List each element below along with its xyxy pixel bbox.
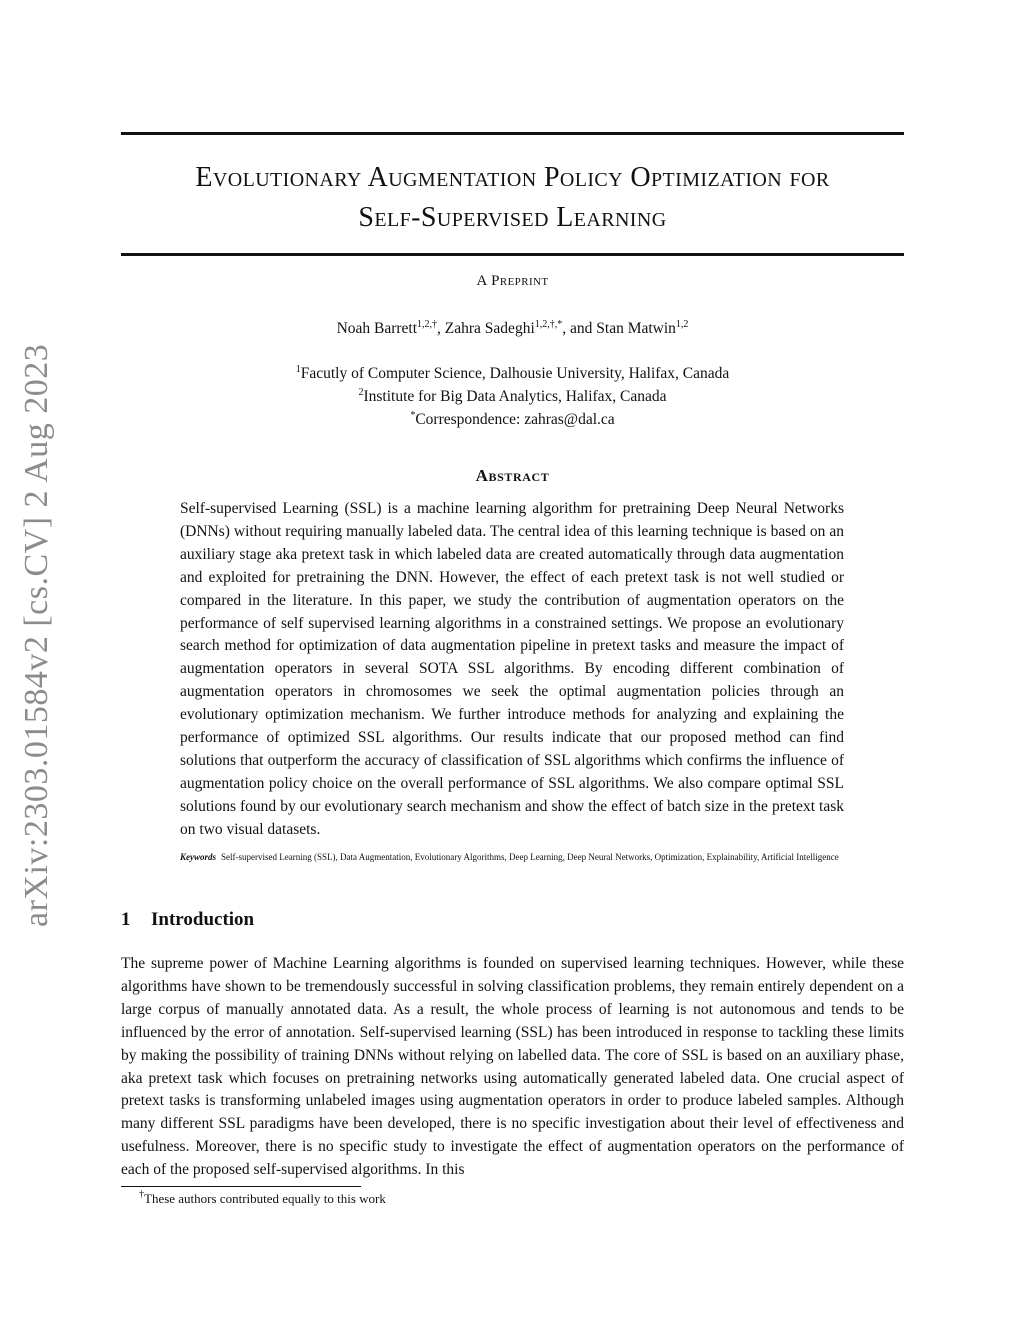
keywords [180,851,844,864]
affiliation-line [121,408,904,431]
abstract-heading: Abstract [475,466,550,485]
section-number: 1 [121,909,131,930]
section-heading-introduction [121,909,254,931]
footnote-mark: † [139,1189,144,1200]
affiliation-line [121,385,904,408]
keywords-label: Keywords [180,852,216,862]
author-name: Stan Matwin [596,320,676,337]
arxiv-identifier: arXiv:2303.01584v2 [cs.CV] 2 Aug 2023 [18,343,55,927]
keywords-text: Self-supervised Learning (SSL), Data Augmentation, Evolutionary Algorithms, Deep Learning, Deep Neural Networks, Optimization, Explainability, Artificial Intelligence [221,852,839,862]
correspondence-text: Correspondence: zahras@dal.ca [415,411,615,428]
author-name: Noah Barrett [336,320,418,337]
affiliation-mark: * [410,410,416,421]
author-affiliation-mark: 1,2,† [417,319,438,330]
title-bottom-rule [121,253,904,256]
abstract-text: Self-supervised Learning (SSL) is a machine learning algorithm for pretraining Deep Neural Networks (DNNs) without requiring manually labeled data. The central idea of this learning technique is based on an auxiliary stage aka pretext task in which labeled data are created automatically through data augmentation and exploited for pretraining the DNN. However, the effect of each pretext task is not well studied or compared in the literature. In this paper, we study the contribution of augmentation operators on the performance of self supervised learning algorithms in a constrained settings. We propose an evolutionary search method for optimization of data augmentation pipeline in pretext tasks and measure the impact of augmentation operators in several SOTA SSL algorithms. By encoding different combination of augmentation operators in chromosomes we seek the optimal augmentation policies through an evolutionary optimization mechanism. We further introduce methods for analyzing and explaining the performance of optimized SSL algorithms. Our results indicate that our proposed method can find solutions that outperform the accuracy of classification of SSL algorithms which confirms the influence of augmentation policy choice on the overall performance of SSL algorithms. We also compare optimal SSL solutions found by our evolutionary search mechanism and show the effect of batch size in the pretext task on two visual datasets. [180,500,844,838]
paper-title [121,158,904,238]
title-top-rule [121,132,904,135]
footnote-rule [121,1186,361,1187]
affiliation-mark: 2 [358,387,364,398]
preprint-label: A Preprint [476,273,549,289]
introduction-paragraph: The supreme power of Machine Learning algorithms is founded on supervised learning techniques. However, while these algorithms have shown to be tremendously successful in solving classification problems, they remain entirely dependent on a large corpus of manually annotated data. As a result, the whole process of learning is not autonomous and tends to be influenced by the error of annotation. Self-supervised learning (SSL) has been introduced in response to tackling these limits by making the possibility of training DNNs without relying on labelled data. The core of SSL is based on an auxiliary phase, aka pretext task which focuses on pretraining networks using automatically generated labeled data. One crucial aspect of pretext tasks is transforming unlabeled images using augmentation operators in order to produce labeled samples. Although many different SSL paradigms have been developed, there is no specific investigation about their level of effectiveness and usefulness. Moreover, there is no specific study to investigate the effect of augmentation operators on the performance of each of the proposed self-supervised algorithms. In this [121,955,904,1179]
affiliation-text: Facutly of Computer Science, Dalhousie University, Halifax, Canada [300,365,730,382]
affiliation-line [121,362,904,385]
affiliation-mark: 1 [295,364,301,375]
title-line-2: Self-Supervised Learning [358,202,667,233]
affiliation-text: Institute for Big Data Analytics, Halifax, Canada [363,388,667,405]
author-affiliation-mark: 1,2 [675,319,689,330]
author-name: Zahra Sadeghi [444,320,535,337]
author-separator: , and [562,320,597,337]
affiliation-list [121,362,904,431]
footnote-text: These authors contributed equally to this work [144,1191,386,1206]
author-affiliation-mark: 1,2,†,* [534,319,563,330]
author-list [121,320,904,338]
footnote [139,1191,386,1207]
title-line-1: Evolutionary Augmentation Policy Optimization for [195,162,830,193]
author-separator: , [437,320,445,337]
section-title: Introduction [151,909,255,930]
